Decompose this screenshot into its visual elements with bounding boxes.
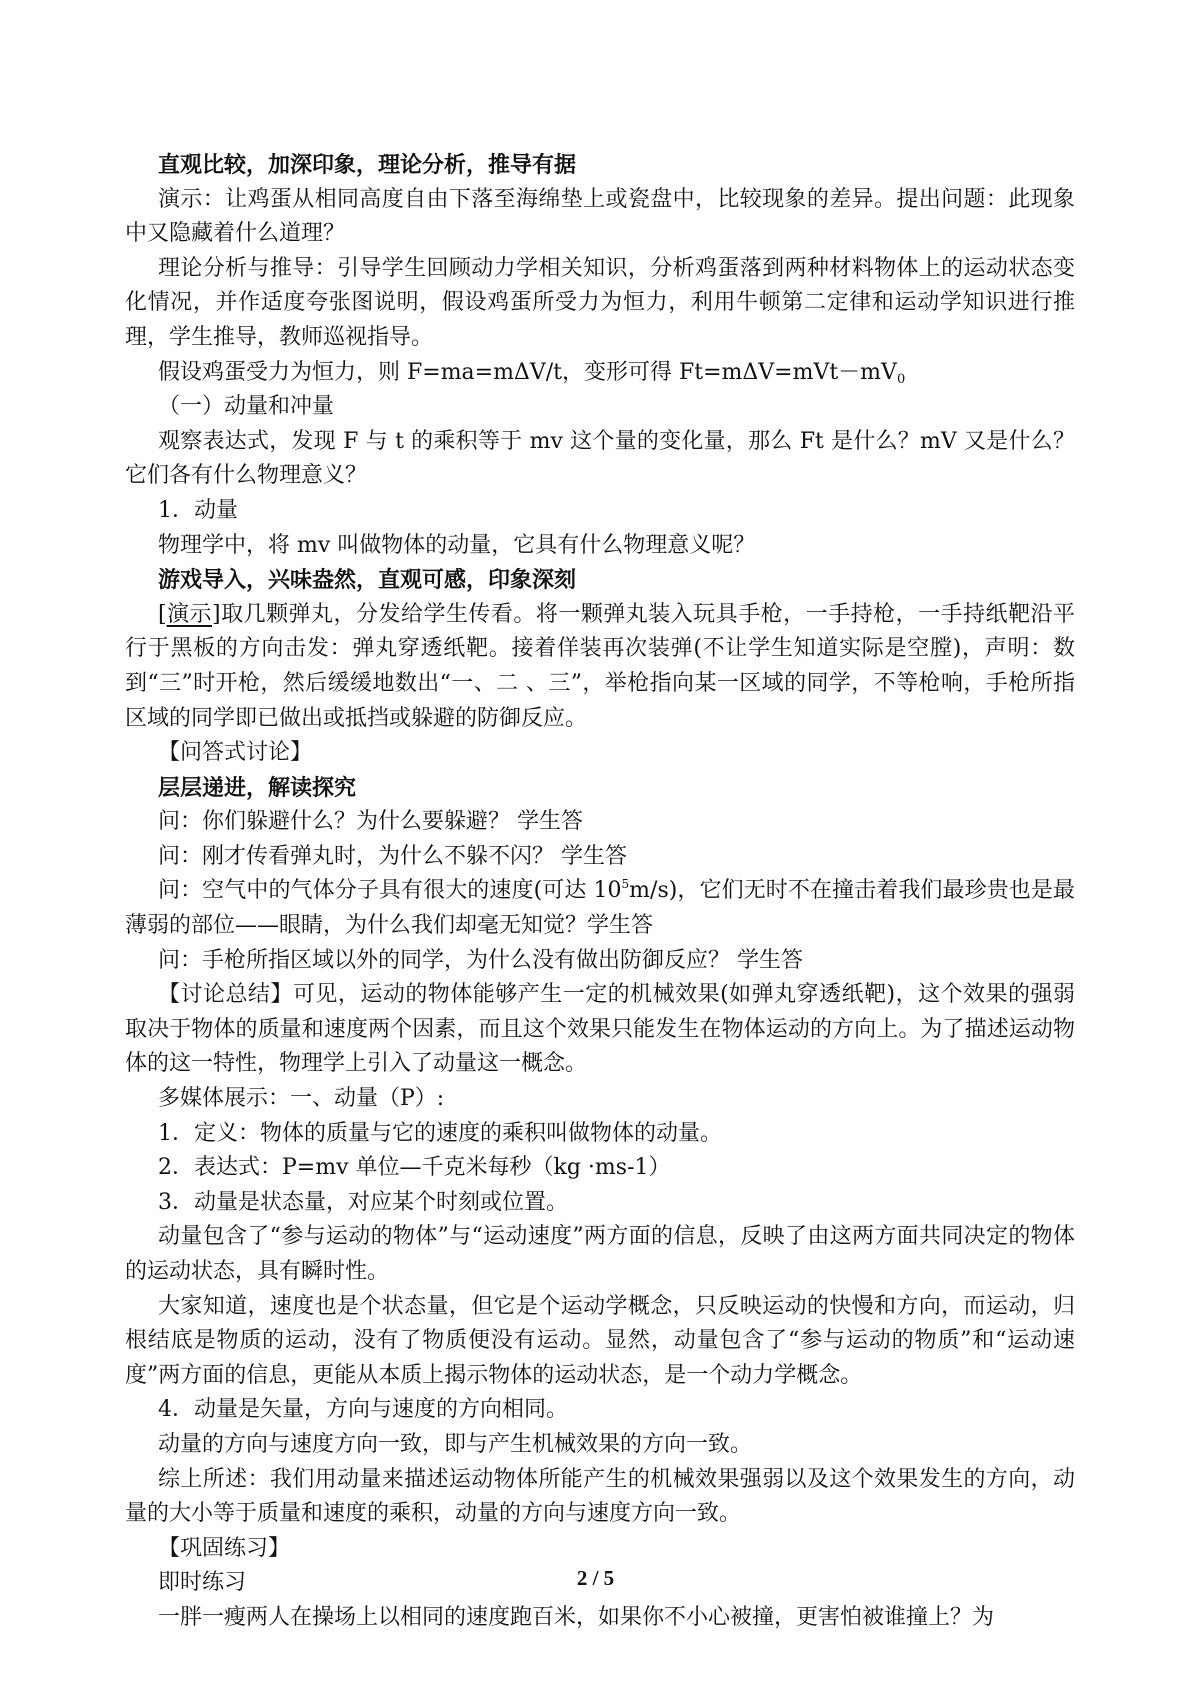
page-total: 5: [603, 1566, 615, 1590]
list-item: 3．动量是状态量，对应某个时刻或位置。: [158, 1189, 568, 1215]
list-item: 4．动量是矢量，方向与速度的方向相同。: [158, 1397, 568, 1423]
formula-subscript: 0: [896, 371, 906, 387]
demo-label: 演示: [166, 601, 213, 627]
question-text: m/s)，它们无时不在撞击着我们最珍贵也是最薄弱的部位——眼睛，为什么我们却毫无知觉？学生答: [125, 878, 1075, 939]
page-separator: /: [587, 1566, 604, 1590]
section-heading: 游戏导入，兴味盎然，直观可感，印象深刻: [158, 567, 577, 594]
paragraph: 一胖一瘦两人在操场上以相同的速度跑百米，如果你不小心被撞，更害怕被谁撞上？为: [158, 1604, 995, 1630]
paragraph: 大家知道，速度也是个状态量，但它是个运动学概念，只反映运动的快慢和方向，而运动，归根结底是物质的运动，没有了物质便没有运动。显然，动量包含了“参与运动的物质”和“运动速度”两方面的信息，更能从本质上揭示物体的运动状态，是一个动力学概念。: [125, 1293, 1075, 1388]
paragraph: 动量包含了“参与运动的物体”与“运动速度”两方面的信息，反映了由这两方面共同决定的物体的运动状态，具有瞬时性。: [125, 1224, 1075, 1284]
exponent: 5: [621, 877, 630, 892]
paragraph: 多媒体展示：一、动量（P）:: [158, 1086, 445, 1112]
document-body: [125, 148, 1075, 1636]
paragraph: 即时练习: [158, 1570, 247, 1596]
subsection-title: （一）动量和冲量: [158, 394, 335, 420]
question-item: 问：你们躲避什么？为什么要躲避？ 学生答: [158, 809, 583, 835]
paragraph: 综上所述：我们用动量来描述运动物体所能产生的机械效果强弱以及这个效果发生的方向，动量的大小等于质量和速度的乘积，动量的方向与速度方向一致。: [125, 1466, 1075, 1527]
paragraph: 演示：让鸡蛋从相同高度自由下落至海绵垫上或瓷盘中，比较现象的差异。提出问题：此现象中又隐藏着什么道理？: [125, 186, 1075, 247]
paragraph: 【问答式讨论】: [158, 740, 313, 766]
list-item: 2．表达式：P=mv 单位—千克米每秒（kg ·ms-1）: [158, 1155, 671, 1181]
demo-paragraph: [125, 598, 1075, 736]
page-current: 2: [576, 1566, 588, 1590]
question-item: 问：刚才传看弹丸时，为什么不躲不闪？ 学生答: [158, 843, 627, 869]
paragraph: 【讨论总结】可见，运动的物体能够产生一定的机械效果(如弹丸穿透纸靶)，这个效果的强弱取决于物体的质量和速度两个因素，而且这个效果只能发生在物体运动的方向上。为了描述运动物体的这一特性，物理学上引入了动量这一概念。: [125, 982, 1075, 1077]
paragraph: 动量的方向与速度方向一致，即与产生机械效果的方向一致。: [158, 1431, 753, 1457]
bracket-open: [: [158, 601, 167, 627]
section-heading: 直观比较，加深印象，理论分析，推导有据: [158, 152, 577, 178]
question-text: 问：空气中的气体分子具有很大的速度(可达 10: [158, 878, 622, 904]
paragraph: 物理学中，将 mv 叫做物体的动量，它具有什么物理意义呢？: [158, 532, 756, 558]
page-number: [0, 1566, 1191, 1591]
section-heading: 层层递进，解读探究: [158, 774, 357, 801]
list-item: 1．定义：物体的质量与它的速度的乘积叫做物体的动量。: [158, 1120, 722, 1146]
demo-text: ]取几颗弹丸，分发给学生传看。将一颗弹丸装入玩具手枪，一手持枪，一手持纸靶沿平行于黑板的方向击发：弹丸穿透纸靶。接着佯装再次装弹(不让学生知道实际是空膛)，声明：数到“三”时开枪，然后缓缓地数出“一、二 、三”，举枪指向某一区域的同学，不等枪响，手枪所指区域的同学即已做出或抵挡或躲避的防御反应。: [125, 601, 1075, 731]
paragraph: 观察表达式，发现 F 与 t 的乘积等于 mv 这个量的变化量，那么 Ft 是什么？mV 又是什么？它们各有什么物理意义？: [125, 428, 1075, 489]
question-item: [125, 874, 1075, 943]
list-item: 1．动量: [158, 497, 238, 523]
paragraph: 理论分析与推导：引导学生回顾动力学相关知识，分析鸡蛋落到两种材料物体上的运动状态变化情况，并作适度夸张图说明，假设鸡蛋所受力为恒力，利用牛顿第二定律和运动学知识进行推理，学生推导，教师巡视指导。: [125, 255, 1075, 350]
formula-paragraph: [125, 356, 1075, 391]
question-item: 问：手枪所指区域以外的同学，为什么没有做出防御反应？ 学生答: [158, 947, 803, 973]
paragraph: 【巩固练习】: [158, 1535, 291, 1561]
formula-text: 假设鸡蛋受力为恒力，则 F=ma=mΔV/t，变形可得 Ft=mΔV=mVt－mV: [158, 359, 897, 385]
